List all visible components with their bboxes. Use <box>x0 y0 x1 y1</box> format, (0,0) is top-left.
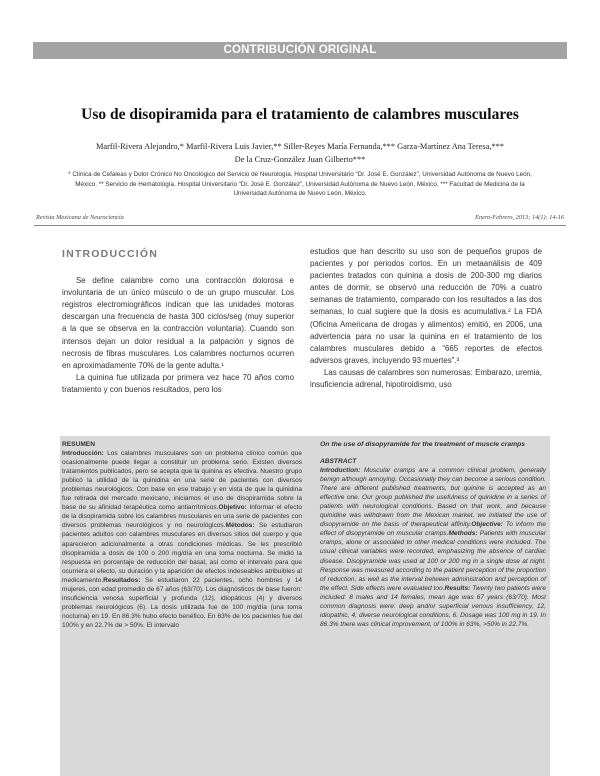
abstract-methods-label: Methods: <box>448 530 478 538</box>
abstract-column <box>320 440 546 629</box>
english-title: On the use of disopyramide for the treatment of muscle cramps <box>320 441 526 448</box>
abstract-intro-label: Introduction: <box>320 467 361 475</box>
resumen-objective-label: Objetivo: <box>218 504 247 512</box>
resumen-intro-text: Los calambres musculares son un problema clínico común que ocasionalmente puede llegar a constituir un problema serio. Existen diversos tratamientos publicados, pero se acepta que la quinina es efectiva. Nuestro grupo publicó la utilidad de la quinidina en una serie de pacientes con diversos problemas neurológicos. Con base en ese trabajo y en vista de que la quinidina fue retirada del mercado mexicano, iniciamos el uso de disopiramida sobre la base de su afinidad terapéutica como antiarrítmicos. <box>62 450 302 512</box>
section-banner: CONTRIBUCIÓN ORIGINAL <box>33 42 567 59</box>
affiliations: * Clínica de Cefaleas y Dolor Crónico No Oncológico del Servicio de Neurología. Hospital Universitario “Dr. José E. González”, Universidad Autónoma de Nuevo León, México. ** Servicio de Hematología. Hospital Universitario “Dr. José E. González”, Universidad Autónoma de Nuevo León, México. *** Facultad de Medicina de la Universidad Autónoma de Nuevo León, México. <box>68 171 532 198</box>
resumen-methods-label: Métodos: <box>225 522 255 530</box>
resumen-objective-text: Informar el efecto de la disopiramida sobre los calambres musculares en una serie de pacientes con diversos problemas neurológicos y no neurológicos. <box>62 504 302 530</box>
resumen-intro-label: Introducción: <box>62 450 104 458</box>
body-paragraph: Las causas de calambres son numerosas: Embarazo, uremia, insuficiencia adrenal, hipotiroidismo, uso <box>310 367 542 390</box>
journal-issue: Enero-Febrero, 2013; 14(1): 14-16 <box>475 214 564 221</box>
authors-line-1: Marfil-Rivera Alejandro,* Marfil-Rivera Luis Javier,** Siller-Reyes María Fernanda,*** Garza-Martínez Ana Teresa,*** <box>95 142 505 151</box>
header-divider <box>34 225 566 226</box>
abstract-results-label: Results: <box>444 584 471 592</box>
abstract-box <box>60 436 550 776</box>
body-column-left <box>62 248 294 396</box>
article-title: Uso de disopiramida para el tratamiento de calambres musculares <box>81 106 519 123</box>
body-paragraph: La quinina fue utilizada por primera vez hace 70 años como tratamiento y con buenos resultados, pero los <box>62 372 294 394</box>
body-column-right <box>310 246 542 391</box>
abstract-objective-text: To inform the effect of disopyramide on muscular cramps. <box>320 521 546 538</box>
body-paragraph: estudios que han descrito su uso son de pequeños grupos de pacientes y por periodos cortos. En un metaanálisis de 409 pacientes tratados con quinina a dosis de 200-300 mg diarios antes de dormir, se observó una reducción de 70% a cuatro semanas de tratamiento, comparado con los resultados a las dos semanas, lo cual sugiere que la dosis es acumulativa.² La FDA (Oficina Americana de drogas y alimentos) emitió, en 2006, una advertencia para no usar la quinina en el tratamiento de los calambres musculares debido a “665 reportes de efectos adversos graves, incluyendo 93 muertes”.³ <box>310 247 542 365</box>
resumen-column <box>62 440 302 630</box>
authors-line-2: De la Cruz-González Juan Gilberto*** <box>234 155 366 164</box>
resumen-results-label: Resultados: <box>103 576 141 584</box>
abstract-results-text: Twenty two patients were included: 8 males and 14 females, mean age was 67 years (63/70). Most common diagnosis were: deep and/or superficial venous insufficiency, 12, idiopathic, 4, diverse neurological conditions, 6. Dosage was 100 mg in 19. In 86.3% there was clinical improvement, of 100% in 63%, >50% in 22.7%. <box>320 584 546 628</box>
abstract-text <box>320 466 546 629</box>
resumen-results-text: Se estudiaron 22 pacientes, ocho hombres y 14 mujeres, con edad promedio de 67 años (63/70). Los diagnósticos de base fueron: insuficiencia venosa superficial y profunda (12), idiopáticos (4) y diversos problemas neurológicos (6). La dosis utilizada fue de 100 mg/día (una toma nocturna) en 19. En 86.3% hubo efecto benéfico. En 63% de los pacientes fue del 100% y en 22.7% de > 50%. El intervalo <box>62 576 302 629</box>
resumen-text <box>62 449 302 630</box>
journal-name: Revista Mexicana de Neurociencia <box>36 214 124 221</box>
abstract-methods-text: Patients with muscular cramps, alone or associated to other medical conditions were included. The usual clinical variables were recorded, emphasizing the absence of cardiac disease. Disopyramide was used at 100 or 200 mg in a single dose at night. Response was measured according to the patient perception of the proportion of reduction, as well as the interval between administration and perception of the effect. Side effects were evaluated too. <box>320 530 546 592</box>
section-heading: INTRODUCCIÓN <box>62 248 159 260</box>
abstract-heading: ABSTRACT <box>320 458 357 465</box>
author-list <box>40 140 560 166</box>
resumen-heading: RESUMEN <box>62 441 95 448</box>
body-paragraph: Se define calambre como una contracción dolorosa e involuntaria de un único músculo o de un grupo muscular. Los registros electromiográficos indican que las unidades motoras descargan una frecuencia de hasta 300 ciclos/seg (muy superior a la que se observa en la contracción voluntaria). Cuando son intensos dejan un dolor residual a la palpación y signos de necrosis de fibras musculares. Los calambres nocturnos ocurren en aproximadamente 70% de la gente adulta.¹ <box>62 276 294 370</box>
abstract-objective-label: Objective: <box>471 521 503 529</box>
abstract-intro-text: Muscular cramps are a common clinical problem, generally benign although annoying. Occasionally they can become a serious condition. There are different published treatments, but quinine is accepted as an effective one. Our group published the usefulness of quinidine in a series of patients with neurological conditions. Based on that work, and because quinidine was withdrawn from the Mexican market, we initiated the use of disopyramide on the basis of therapeutical affinity. <box>320 467 546 529</box>
resumen-methods-text: Se estudiaron pacientes adultos con calambres musculares en diversos sitios del cuerpo y que aparecieron adicionalmente a otras condiciones médicas. Se les prescribió disopiramida a dosis de 100 o 200 mg/día en una toma nocturna. Se midió la respuesta en porcentaje de reducción del basal, así como el intervalo para que ocurriera el efecto, su duración y la aparición de efectos indeseables atribuibles al medicamento. <box>62 522 302 584</box>
